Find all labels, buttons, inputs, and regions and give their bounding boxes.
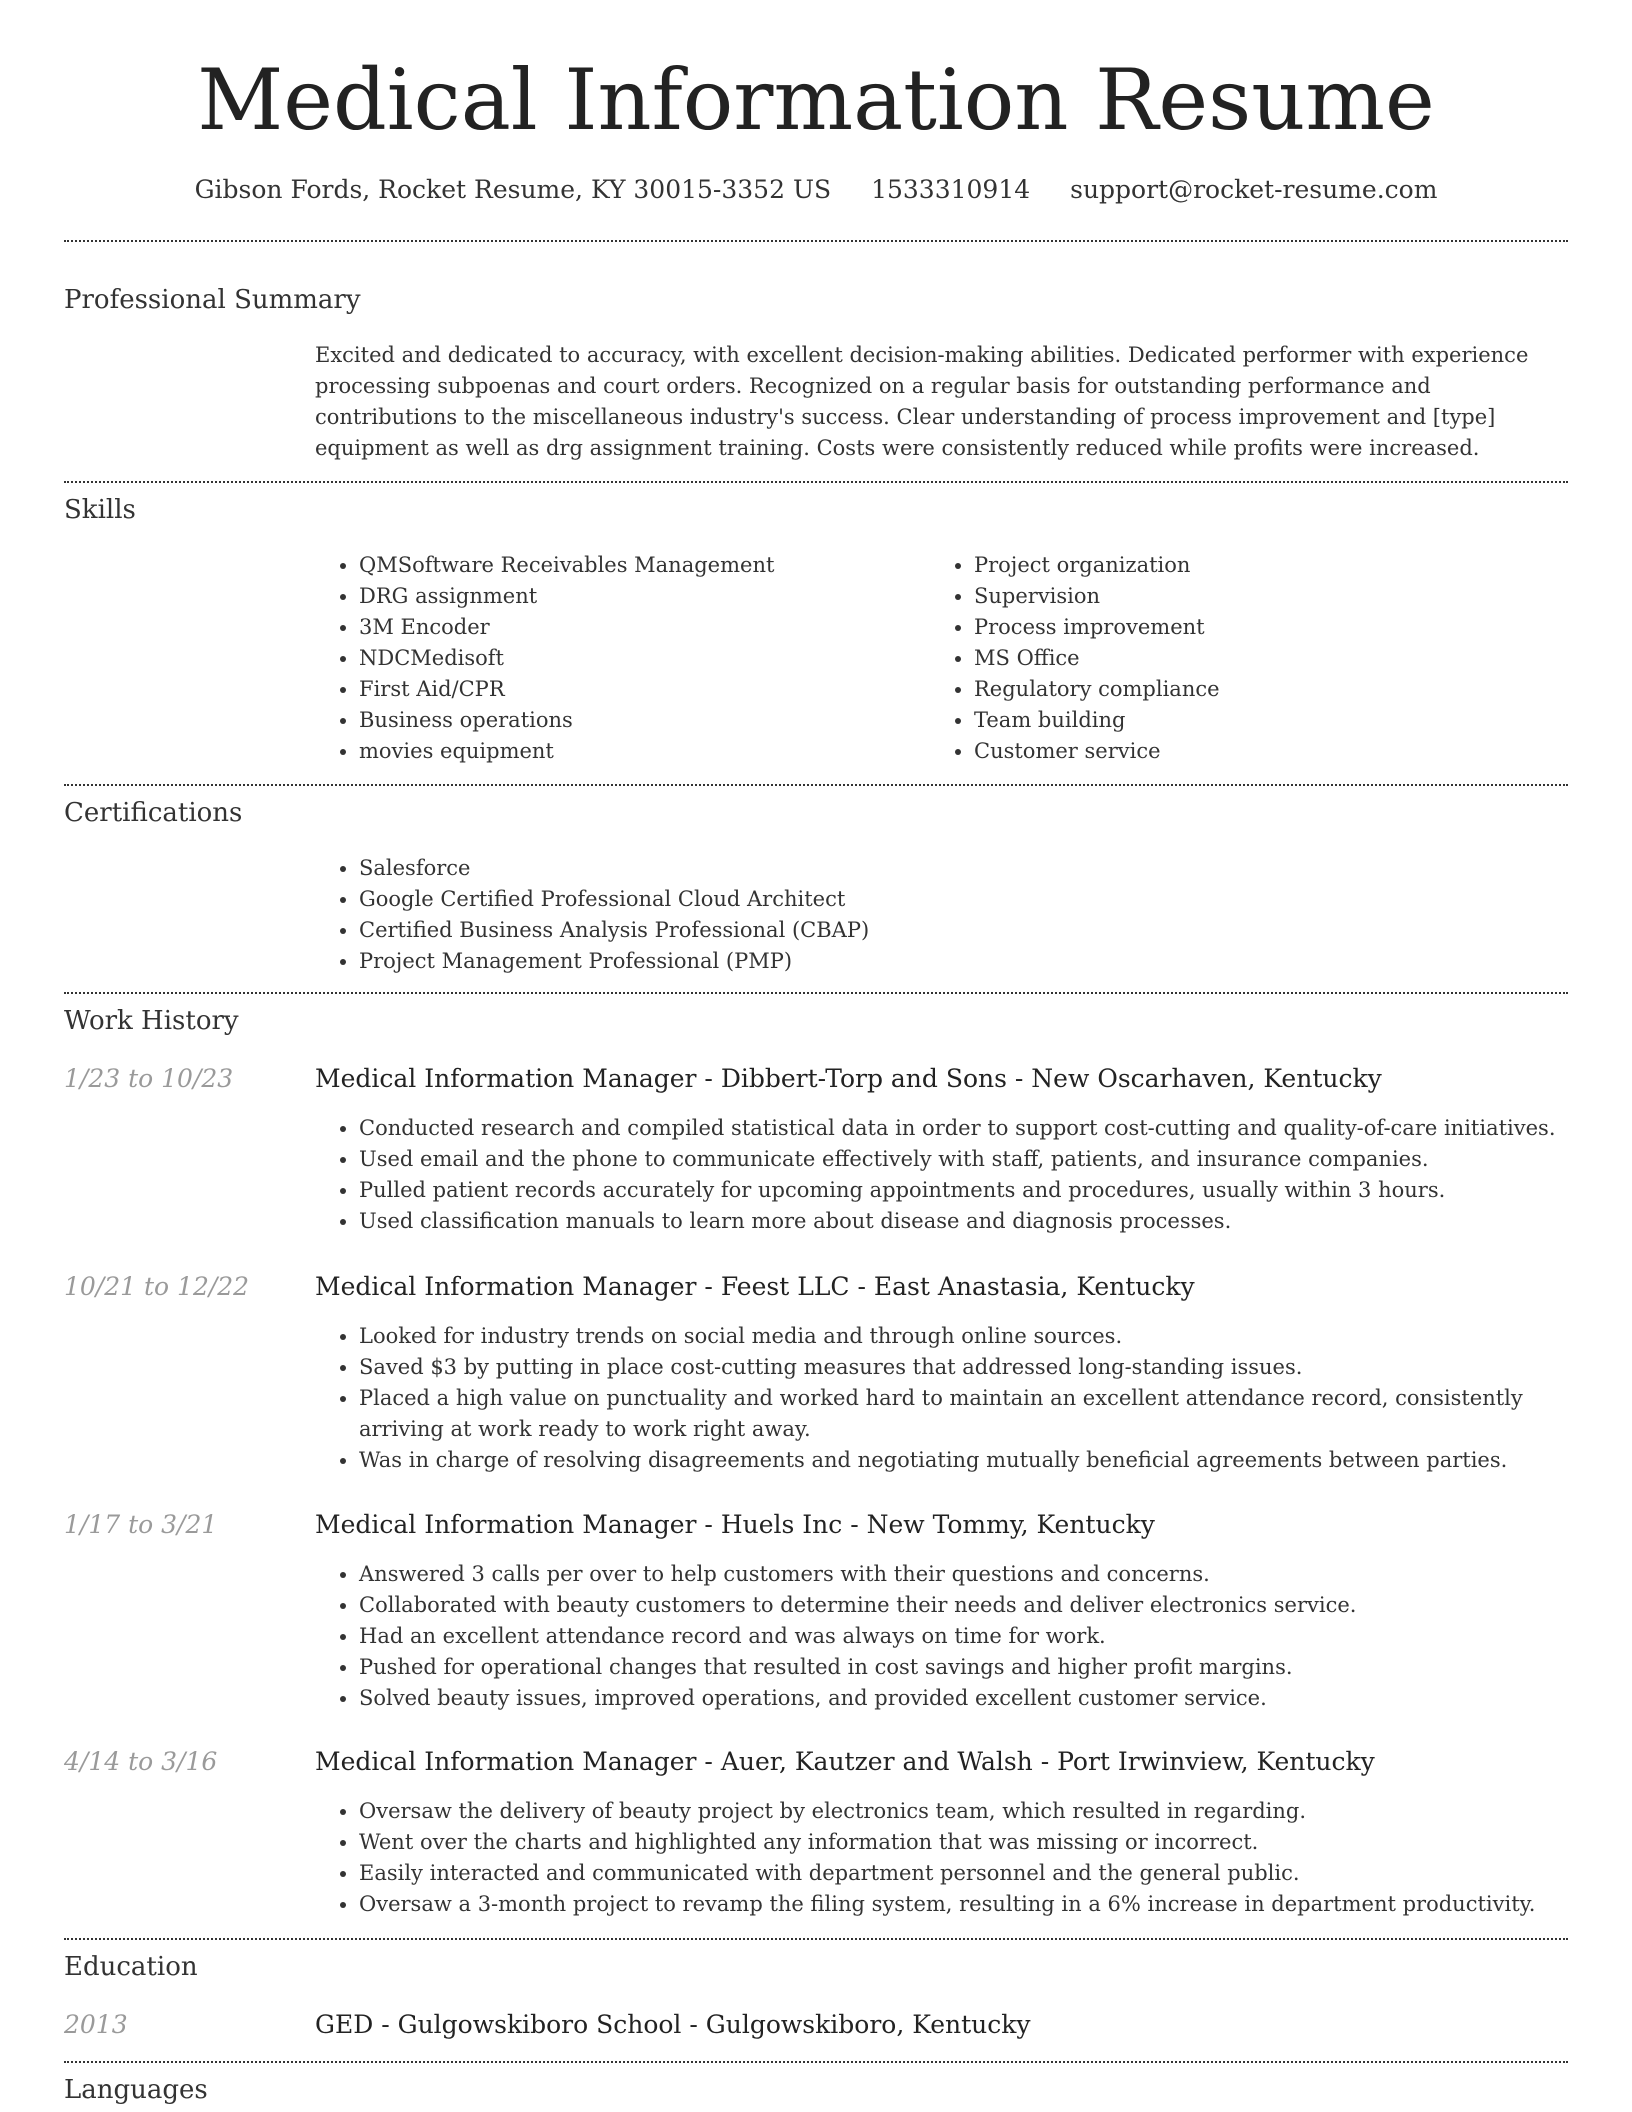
- skill-item: • Supervision: [974, 581, 1574, 612]
- job-title: Medical Information Manager - Huels Inc - New Tommy, Kentucky: [315, 1510, 1155, 1539]
- job-bullet: • Had an excellent attendance record and was always on time for work.: [359, 1621, 1604, 1652]
- certification-item: • Project Management Professional (PMP): [359, 946, 1559, 977]
- skill-item: • MS Office: [974, 643, 1574, 674]
- job-bullet: • Used classification manuals to learn more about disease and diagnosis processes.: [359, 1206, 1604, 1237]
- job-bullet: • Solved beauty issues, improved operations, and provided excellent customer service.: [359, 1683, 1604, 1714]
- job-bullet: • Used email and the phone to communicate effectively with staff, patients, and insurance companies.: [359, 1144, 1604, 1175]
- job-title: Medical Information Manager - Dibbert-Torp and Sons - New Oscarhaven, Kentucky: [315, 1064, 1382, 1093]
- job-bullet: • Collaborated with beauty customers to determine their needs and deliver electronics service.: [359, 1590, 1604, 1621]
- certification-item: • Certified Business Analysis Professional (CBAP): [359, 915, 1559, 946]
- job-bullet: • Easily interacted and communicated with department personnel and the general public.: [359, 1858, 1604, 1889]
- resume-title: Medical Information Resume: [197, 51, 1435, 149]
- job-date: 10/21 to 12/22: [64, 1272, 250, 1301]
- skill-item: • NDCMedisoft: [359, 643, 919, 674]
- job-bullet: • Conducted research and compiled statistical data in order to support cost-cutting and quality-of-care initiatives.: [359, 1113, 1604, 1144]
- education-date: 2013: [64, 2010, 128, 2039]
- job-bullet: • Oversaw a 3-month project to revamp the filing system, resulting in a 6% increase in department productivity.: [359, 1889, 1604, 1920]
- contact-phone: 1533310914: [871, 175, 1031, 204]
- job-date: 1/23 to 10/23: [64, 1064, 234, 1093]
- job-bullets: [315, 1559, 1604, 1714]
- skill-item: • Regulatory compliance: [974, 674, 1574, 705]
- skill-item: • Team building: [974, 705, 1574, 736]
- divider: [64, 2061, 1568, 2063]
- job-bullet: • Looked for industry trends on social media and through online sources.: [359, 1321, 1604, 1352]
- skills-list-right: [930, 550, 1574, 767]
- job-title: Medical Information Manager - Auer, Kautzer and Walsh - Port Irwinview, Kentucky: [315, 1747, 1375, 1776]
- job-bullets: [315, 1321, 1604, 1476]
- education-entry: GED - Gulgowskiboro School - Gulgowskiboro, Kentucky: [315, 2010, 1031, 2039]
- summary-text: Excited and dedicated to accuracy, with excellent decision-making abilities. Dedicated performer with experience processing subpoenas and court orders. Recognized on a regular basis for outstanding performance and contributions to the miscellaneous industry's success. Clear understanding of process improvement and [type] equipment as well as drg assignment training. Costs were consistently reduced while profits were increased.: [315, 343, 1529, 460]
- job-bullet: • Went over the charts and highlighted any information that was missing or incorrect.: [359, 1827, 1604, 1858]
- job-date: 1/17 to 3/21: [64, 1510, 218, 1539]
- skill-item: • QMSoftware Receivables Management: [359, 550, 919, 581]
- divider: [64, 784, 1568, 786]
- skill-item: • DRG assignment: [359, 581, 919, 612]
- job-bullet: • Pushed for operational changes that resulted in cost savings and higher profit margins.: [359, 1652, 1604, 1683]
- contact-line: [0, 174, 1632, 206]
- divider: [64, 240, 1568, 242]
- section-title-languages: Languages: [64, 2075, 208, 2105]
- section-title-skills: Skills: [64, 495, 136, 525]
- skill-item: • Process improvement: [974, 612, 1574, 643]
- job-bullets: [315, 1113, 1604, 1237]
- skill-item: • movies equipment: [359, 736, 919, 767]
- section-title-summary: Professional Summary: [64, 285, 361, 315]
- job-date: 4/14 to 3/16: [64, 1747, 218, 1776]
- section-title-education: Education: [64, 1952, 198, 1982]
- divider: [64, 481, 1568, 483]
- job-title: Medical Information Manager - Feest LLC - East Anastasia, Kentucky: [315, 1272, 1195, 1301]
- divider: [64, 1938, 1568, 1940]
- skill-item: • First Aid/CPR: [359, 674, 919, 705]
- section-title-certifications: Certifications: [64, 798, 243, 828]
- skill-item: • Project organization: [974, 550, 1574, 581]
- contact-email[interactable]: support@rocket-resume.com: [1070, 175, 1438, 204]
- section-title-work-history: Work History: [64, 1006, 239, 1036]
- skills-list-left: [315, 550, 919, 767]
- job-bullet: • Oversaw the delivery of beauty project by electronics team, which resulted in regarding.: [359, 1796, 1604, 1827]
- job-bullets: [315, 1796, 1604, 1920]
- certifications-list: [315, 853, 1559, 977]
- skill-item: • Customer service: [974, 736, 1574, 767]
- certification-item: • Salesforce: [359, 853, 1559, 884]
- divider: [64, 992, 1568, 994]
- job-bullet: • Pulled patient records accurately for upcoming appointments and procedures, usually within 3 hours.: [359, 1175, 1604, 1206]
- skill-item: • Business operations: [359, 705, 919, 736]
- certification-item: • Google Certified Professional Cloud Architect: [359, 884, 1559, 915]
- job-bullet: • Saved $3 by putting in place cost-cutting measures that addressed long-standing issues.: [359, 1352, 1604, 1383]
- skill-item: • 3M Encoder: [359, 612, 919, 643]
- contact-address: Gibson Fords, Rocket Resume, KY 30015-3352 US: [194, 175, 832, 204]
- job-bullet: • Answered 3 calls per over to help customers with their questions and concerns.: [359, 1559, 1604, 1590]
- job-bullet: • Placed a high value on punctuality and worked hard to maintain an excellent attendance record, consistently arriving at work ready to work right away.: [359, 1383, 1604, 1445]
- job-bullet: • Was in charge of resolving disagreements and negotiating mutually beneficial agreements between parties.: [359, 1445, 1604, 1476]
